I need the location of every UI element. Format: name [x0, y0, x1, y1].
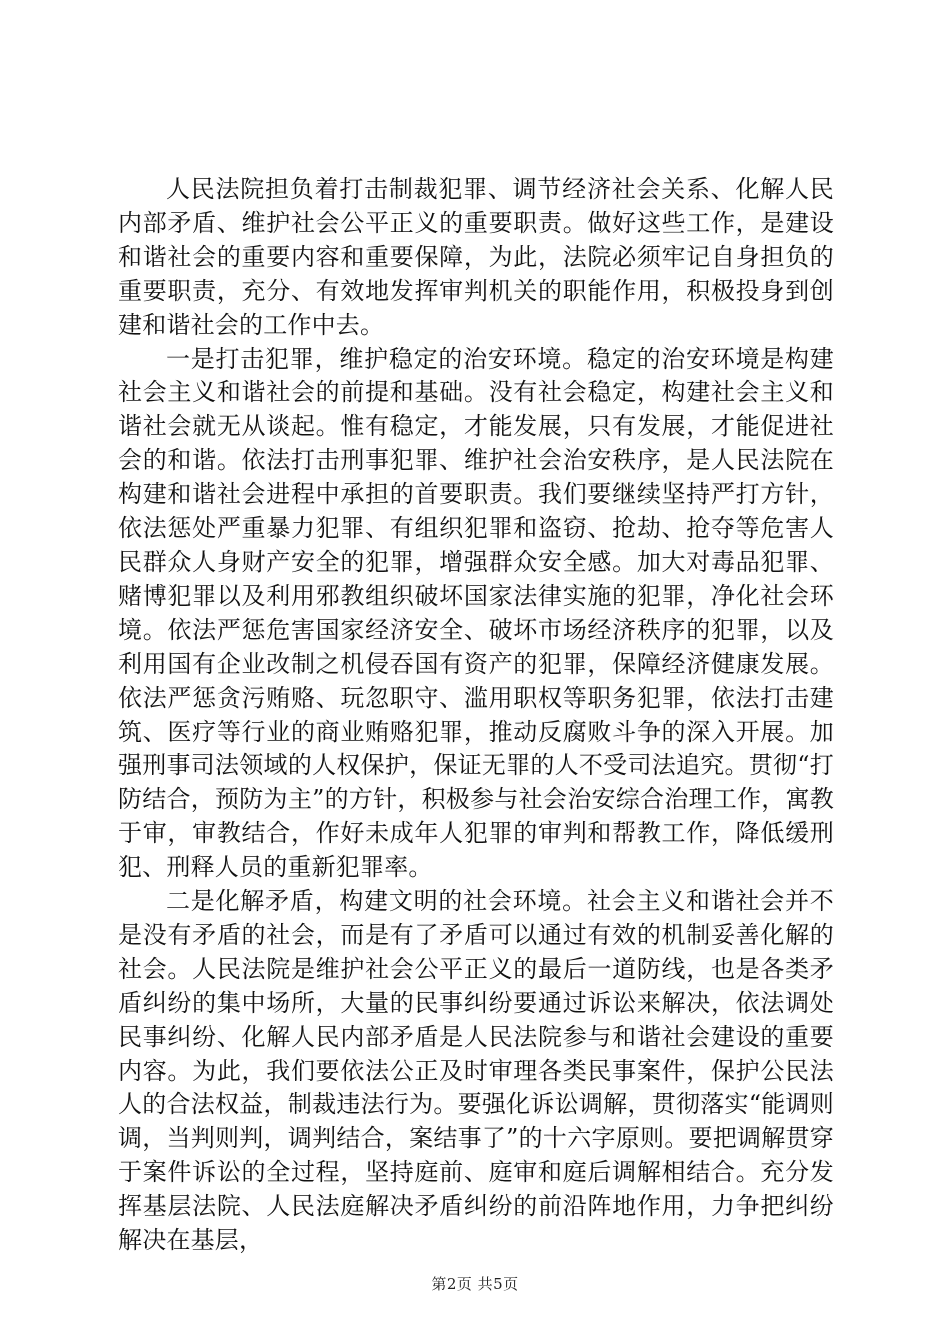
- paragraph-point-two: 二是化解矛盾，构建文明的社会环境。社会主义和谐社会并不是没有矛盾的社会，而是有了矛盾可以通过有效的机制妥善化解的社会。人民法院是维护社会公平正义的最后一道防线，也是各类矛盾纠纷的集中场所，大量的民事纠纷要通过诉讼来解决，依法调处民事纠纷、化解人民内部矛盾是人民法院参与和谐社会建设的重要内容。为此，我们要依法公正及时审理各类民事案件，保护公民法人的合法权益，制裁违法行为。要强化诉讼调解，贯彻落实“能调则调，当判则判，调判结合，案结事了”的十六字原则。要把调解贯穿于案件诉讼的全过程，坚持庭前、庭审和庭后调解相结合。充分发挥基层法院、人民法庭解决矛盾纠纷的前沿阵地作用，力争把纠纷解决在基层，: [118, 887, 834, 1255]
- paragraph-intro: 人民法院担负着打击制裁犯罪、调节经济社会关系、化解人民内部矛盾、维护社会公平正义的重要职责。做好这些工作，是建设和谐社会的重要内容和重要保障，为此，法院必须牢记自身担负的重要职责，充分、有效地发挥审判机关的职能作用，积极投身到创建和谐社会的工作中去。: [118, 175, 834, 339]
- page-number-footer: 第2页 共5页: [431, 1275, 519, 1293]
- paragraph-point-one: 一是打击犯罪，维护稳定的治安环境。稳定的治安环境是构建社会主义和谐社会的前提和基础。没有社会稳定，构建社会主义和谐社会就无从谈起。惟有稳定，才能发展，只有发展，才能促进社会的和谐。依法打击刑事犯罪、维护社会治安秩序，是人民法院在构建和谐社会进程中承担的首要职责。我们要继续坚持严打方针，依法惩处严重暴力犯罪、有组织犯罪和盗窃、抢劫、抢夺等危害人民群众人身财产安全的犯罪，增强群众安全感。加大对毒品犯罪、赌博犯罪以及利用邪教组织破坏国家法律实施的犯罪，净化社会环境。依法严惩危害国家经济安全、破坏市场经济秩序的犯罪，以及利用国有企业改制之机侵吞国有资产的犯罪，保障经济健康发展。依法严惩贪污贿赂、玩忽职守、滥用职权等职务犯罪，依法打击建筑、医疗等行业的商业贿赂犯罪，推动反腐败斗争的深入开展。加强刑事司法领域的人权保护，保证无罪的人不受司法追究。贯彻“打防结合，预防为主”的方针，积极参与社会治安综合治理工作，寓教于审，审教结合，作好未成年人犯罪的审判和帮教工作，降低缓刑犯、刑释人员的重新犯罪率。: [118, 344, 834, 882]
- document-body: [118, 173, 834, 1258]
